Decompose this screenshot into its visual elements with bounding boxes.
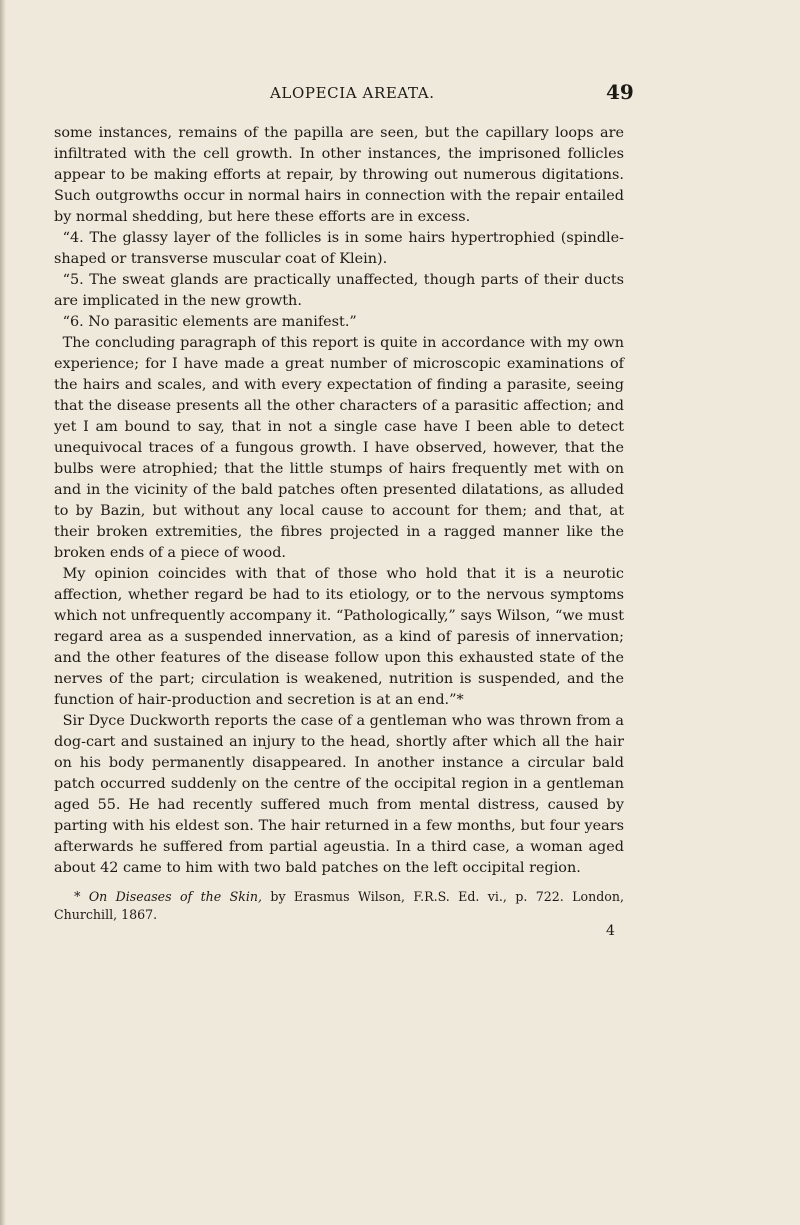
paragraph: My opinion coincides with that of those who hold that it is a neurotic affection, whether regard be had to its etiology, or to the nervous symptoms which not unfrequently accompany it. “Pathologically,” says Wilson, “we must regard area as a suspended innervation, as a kind of paresis of innervation; and the other features of the disease follow upon this exhausted state of the nerves of the part; circulation is weakened, nutrition is suspended, and the function of hair-production and secretion is at an end.”* <box>54 566 624 708</box>
paragraph: “4. The glassy layer of the follicles is in some hairs hypertrophied (spindle-shaped or transverse muscular coat of Klein). <box>54 230 624 267</box>
paragraph: Sir Dyce Duckworth reports the case of a gentleman who was thrown from a dog-cart and sustained an injury to the head, shortly after which all the hair on his body permanently disappeared. In another instance a circular bald patch occurred suddenly on the centre of the occipital region in a gentleman aged 55. He had recently suffered much from mental distress, caused by parting with his eldest son. The hair returned in a few months, but four years afterwards he suffered from partial ageustia. In a third case, a woman aged about 42 came to him with two bald patches on the left occipital region. <box>54 713 624 876</box>
paragraph: The concluding paragraph of this report is quite in accordance with my own experience; for I have made a great number of microscopic examinations of the hairs and scales, and with every expectation of finding a parasite, seeing that the disease presents all the other characters of a parasitic affection; and yet I am bound to say, that in not a single case have I been able to detect unequivocal traces of a fungous growth. I have observed, however, that the bulbs were atrophied; that the little stumps of hairs frequently met with on and in the vicinity of the bald patches often presented dilatations, as alluded to by Bazin, but without any local cause to account for them; and that, at their broken extremities, the fibres projected in a ragged manner like the broken ends of a piece of wood. <box>54 335 624 561</box>
paragraph: “6. No parasitic elements are manifest.” <box>62 314 357 330</box>
page-header <box>0 80 800 110</box>
signature-mark: 4 <box>606 923 615 939</box>
paragraph: “5. The sweat glands are practically unaffected, though parts of their ducts are implicated in the new growth. <box>54 272 624 309</box>
footnote-citation: by Erasmus Wilson, F.R.S. Ed. vi., p. 722. London, Churchill, 1867. <box>54 889 624 922</box>
footnote <box>54 888 624 924</box>
running-title: ALOPECIA AREATA. <box>270 84 435 102</box>
page-gutter-shadow <box>0 0 6 1225</box>
body-text <box>54 123 624 879</box>
footnote-marker: * <box>74 889 89 904</box>
footnote-book-title: On Diseases of the Skin, <box>88 889 262 904</box>
paragraph: some instances, remains of the papilla are seen, but the capillary loops are infiltrated with the cell growth. In other instances, the imprisoned follicles appear to be making efforts at repair, by throwing out numerous digitations. Such outgrowths occur in normal hairs in connection with the repair entailed by normal shedding, but here these efforts are in excess. <box>54 125 624 225</box>
page-number: 49 <box>606 80 634 104</box>
